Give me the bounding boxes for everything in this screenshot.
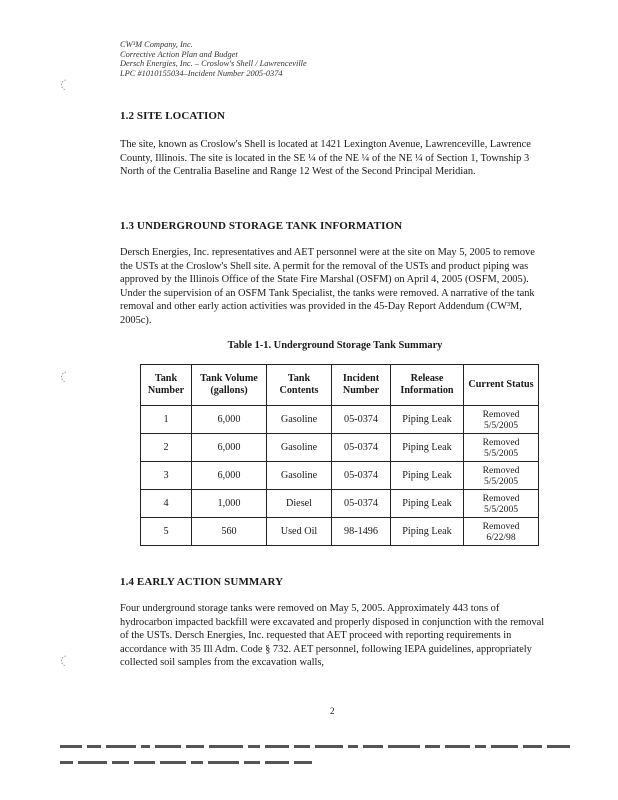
cell-incident: 05-0374 bbox=[332, 434, 391, 462]
cell-incident: 98-1496 bbox=[332, 518, 391, 546]
col-header-contents: Tank Contents bbox=[267, 365, 332, 406]
site-location-paragraph bbox=[120, 138, 548, 179]
col-header-incident: Incident Number bbox=[332, 365, 391, 406]
cell-contents: Diesel bbox=[267, 490, 332, 518]
cell-incident: 05-0374 bbox=[332, 462, 391, 490]
table-row bbox=[141, 462, 539, 490]
page-number: 2 bbox=[330, 706, 335, 716]
cell-contents: Gasoline bbox=[267, 462, 332, 490]
cell-volume: 560 bbox=[192, 518, 267, 546]
table-header-row bbox=[141, 365, 539, 406]
punch-hole-mark bbox=[58, 78, 68, 92]
cell-tank: 3 bbox=[141, 462, 192, 490]
cell-release: Piping Leak bbox=[391, 462, 464, 490]
early-action-text: Four underground storage tanks were removed on May 5, 2005. Approximately 443 tons of hydrocarbon impacted backfill were excavated and properly disposed in conjunction with the removal of the USTs. Dersch Energies, Inc. requested that AET proceed with reporting requirements in accordance with 35 Ill Adm. Code § 732. AET personnel, following IEPA guidelines, appropriately collected soil samples from the excavation walls, bbox=[120, 603, 545, 669]
document-header bbox=[120, 40, 307, 78]
col-header-volume: Tank Volume (gallons) bbox=[192, 365, 267, 406]
ust-summary-table bbox=[140, 364, 539, 546]
cell-release: Piping Leak bbox=[391, 490, 464, 518]
cell-contents: Gasoline bbox=[267, 434, 332, 462]
ust-information-text: Dersch Energies, Inc. representatives and AET personnel were at the site on May 5, 2005 to remove the USTs at the Croslow's Shell site. A permit for the removal of the USTs and product piping was approved by the Illinois Office of the State Fire Marshal (OSFM) on April 4, 2005 (OSFM, 2005). Under the supervision of an OSFM Tank Specialist, the tanks were removed. A narrative of the tank removal and other early action activities was provided in the 45-Day Report Addendum (CW³M, 2005c). bbox=[120, 247, 535, 326]
cell-status: Removed 6/22/98 bbox=[464, 518, 539, 546]
table-row bbox=[141, 434, 539, 462]
cell-tank: 5 bbox=[141, 518, 192, 546]
early-action-paragraph bbox=[120, 602, 548, 670]
col-header-tank-number: Tank Number bbox=[141, 365, 192, 406]
table-row bbox=[141, 518, 539, 546]
header-incident: LPC #1010155034–Incident Number 2005-0374 bbox=[120, 68, 283, 78]
header-site: Dersch Energies, Inc. – Croslow's Shell / Lawrenceville bbox=[120, 59, 307, 69]
cell-volume: 6,000 bbox=[192, 462, 267, 490]
header-report-title: Corrective Action Plan and Budget bbox=[120, 49, 238, 59]
cell-status: Removed 5/5/2005 bbox=[464, 406, 539, 434]
punch-hole-mark bbox=[58, 370, 68, 384]
table-row bbox=[141, 490, 539, 518]
cell-volume: 6,000 bbox=[192, 406, 267, 434]
cell-volume: 1,000 bbox=[192, 490, 267, 518]
ust-information-paragraph bbox=[120, 246, 548, 328]
cell-status: Removed 5/5/2005 bbox=[464, 490, 539, 518]
scan-noise-strip bbox=[60, 745, 580, 771]
cell-status: Removed 5/5/2005 bbox=[464, 462, 539, 490]
table-caption: Table 1-1. Underground Storage Tank Summary bbox=[227, 340, 443, 351]
section-heading-early-action: 1.4 EARLY ACTION SUMMARY bbox=[120, 576, 284, 588]
site-location-text: The site, known as Croslow's Shell is located at 1421 Lexington Avenue, Lawrenceville, Lawrence County, Illinois. The site is located in the SE ¼ of the NE ¼ of the NE ¼ of Section 1, Township 3 North of the Centralia Baseline and Range 12 West of the Second Principal Meridian. bbox=[120, 139, 531, 178]
section-heading-site-location: 1.2 SITE LOCATION bbox=[120, 110, 226, 122]
col-header-release: Release Information bbox=[391, 365, 464, 406]
table-row bbox=[141, 406, 539, 434]
header-company: CW³M Company, Inc. bbox=[120, 40, 193, 49]
cell-tank: 2 bbox=[141, 434, 192, 462]
punch-hole-mark bbox=[58, 654, 68, 668]
cell-release: Piping Leak bbox=[391, 406, 464, 434]
cell-incident: 05-0374 bbox=[332, 490, 391, 518]
cell-contents: Gasoline bbox=[267, 406, 332, 434]
cell-release: Piping Leak bbox=[391, 434, 464, 462]
cell-contents: Used Oil bbox=[267, 518, 332, 546]
cell-tank: 4 bbox=[141, 490, 192, 518]
cell-volume: 6,000 bbox=[192, 434, 267, 462]
cell-tank: 1 bbox=[141, 406, 192, 434]
cell-status: Removed 5/5/2005 bbox=[464, 434, 539, 462]
cell-incident: 05-0374 bbox=[332, 406, 391, 434]
section-heading-ust-information: 1.3 UNDERGROUND STORAGE TANK INFORMATION bbox=[120, 220, 403, 232]
col-header-status: Current Status bbox=[464, 365, 539, 406]
cell-release: Piping Leak bbox=[391, 518, 464, 546]
